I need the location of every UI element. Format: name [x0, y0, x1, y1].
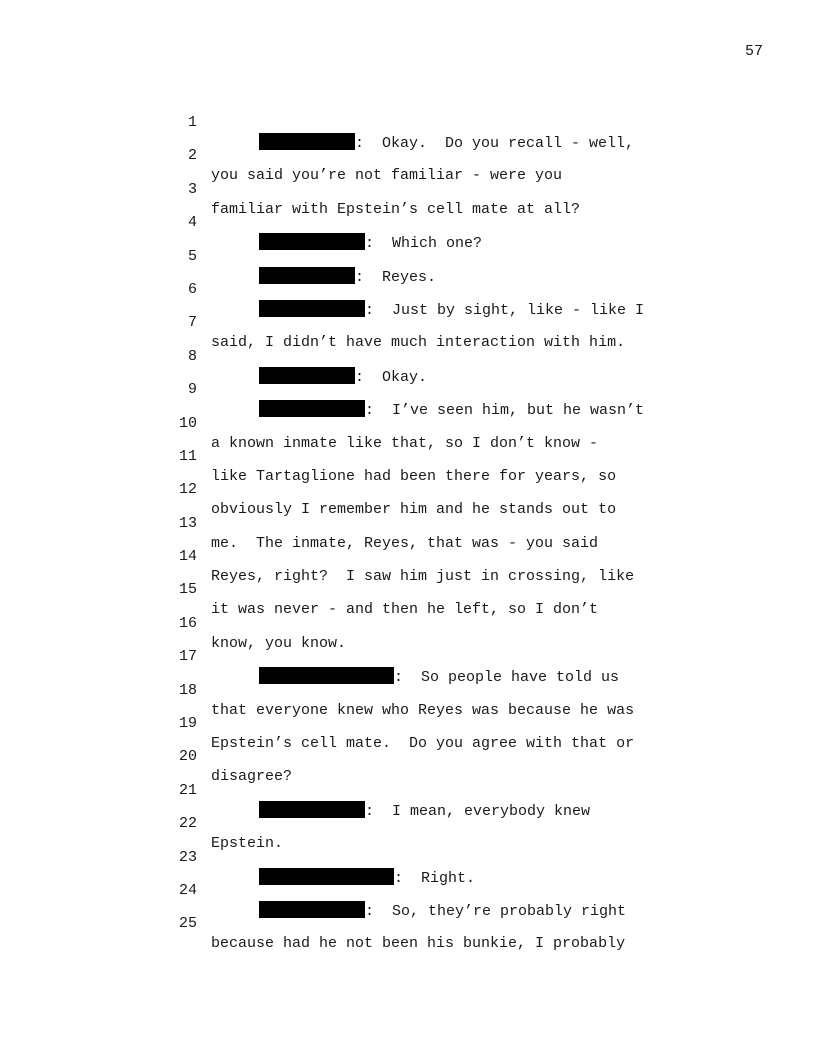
transcript-line: [170, 594, 690, 652]
transcript-line: [170, 126, 690, 185]
line-number: 15: [178, 581, 197, 599]
line-number: 23: [178, 848, 197, 866]
line-text: like Tartaglione had been there for years, so: [211, 467, 617, 485]
line-number: 11: [178, 447, 197, 465]
transcript-line: [170, 761, 690, 820]
line-text: said, I didn’t have much interaction with him.: [211, 334, 626, 352]
line-number: 13: [178, 514, 197, 532]
transcript-line: [170, 460, 690, 519]
line-number: 22: [178, 815, 197, 833]
line-number: 21: [178, 781, 197, 799]
line-text: Epstein’s cell mate. Do you agree with that or: [211, 735, 635, 753]
transcript-line: [170, 560, 690, 619]
line-number: 5: [187, 247, 197, 265]
transcript-line: [170, 93, 690, 152]
line-text: know, you know.: [211, 634, 347, 652]
transcript-line: [170, 293, 690, 352]
line-number: 20: [178, 748, 197, 766]
line-content: : So, they’re probably right: [365, 902, 627, 920]
line-content: : Okay.: [355, 368, 428, 386]
line-number: 2: [187, 147, 197, 165]
transcript-line: [170, 160, 690, 218]
line-number: 14: [178, 548, 197, 566]
line-content: : Just by sight, like - like I: [365, 301, 645, 319]
transcript-line: [170, 394, 690, 452]
line-number: 3: [187, 180, 197, 198]
line-number: 16: [178, 614, 197, 632]
line-content: : I mean, everybody knew: [365, 802, 591, 820]
transcript-line: [170, 661, 690, 719]
line-text: it was never - and then he left, so I don’t: [211, 601, 599, 619]
transcript-line: [170, 627, 690, 687]
line-number: 6: [187, 280, 197, 298]
page-number: 57: [744, 43, 763, 60]
line-text: disagree?: [211, 768, 293, 786]
line-text: because had he not been his bunkie, I probably: [211, 935, 626, 953]
transcript-line: [170, 494, 690, 552]
line-number: 25: [178, 915, 197, 933]
transcript-line: [170, 427, 690, 485]
line-number: 17: [178, 648, 197, 666]
line-text: Reyes, right? I saw him just in crossing, like: [211, 568, 635, 586]
line-number: 4: [187, 214, 197, 232]
transcript-line: [170, 227, 690, 286]
line-number: 19: [178, 715, 197, 733]
line-number: 7: [187, 314, 197, 332]
transcript-line: [170, 327, 690, 386]
line-text: me. The inmate, Reyes, that was - you said: [211, 534, 599, 552]
transcript-line: [170, 360, 690, 420]
line-content: : Okay. Do you recall - well,: [355, 135, 635, 152]
transcript-line: [170, 794, 690, 853]
transcript-line: [170, 894, 690, 953]
line-number: 12: [178, 481, 197, 499]
line-content: : I’ve seen him, but he wasn’t: [365, 402, 645, 420]
line-number: 24: [178, 881, 197, 899]
transcript-line: [170, 727, 690, 786]
transcript-line: [170, 694, 690, 753]
transcript-line: [170, 527, 690, 586]
line-content: : Which one?: [365, 235, 483, 253]
line-text: familiar with Epstein’s cell mate at all?: [211, 200, 581, 218]
line-content: : Reyes.: [355, 268, 437, 286]
line-number: 18: [178, 681, 197, 699]
line-text: that everyone knew who Reyes was because he was: [211, 701, 635, 719]
line-text: a known inmate like that, so I don’t know -: [211, 434, 599, 452]
transcript-line: [170, 260, 690, 319]
transcript-line: [170, 861, 690, 920]
line-number: 10: [178, 414, 197, 432]
transcript-line: [170, 828, 690, 887]
line-number: 9: [187, 381, 197, 399]
line-number: 1: [187, 114, 197, 131]
transcript-line: [170, 193, 690, 253]
transcript-body: [170, 93, 690, 953]
line-content: : So people have told us: [394, 669, 620, 687]
line-text: obviously I remember him and he stands out to: [211, 501, 617, 519]
line-content: : Right.: [394, 869, 476, 887]
line-number: 8: [187, 347, 197, 365]
line-text: Epstein.: [211, 835, 284, 853]
line-text: you said you’re not familiar - were you: [211, 167, 563, 185]
